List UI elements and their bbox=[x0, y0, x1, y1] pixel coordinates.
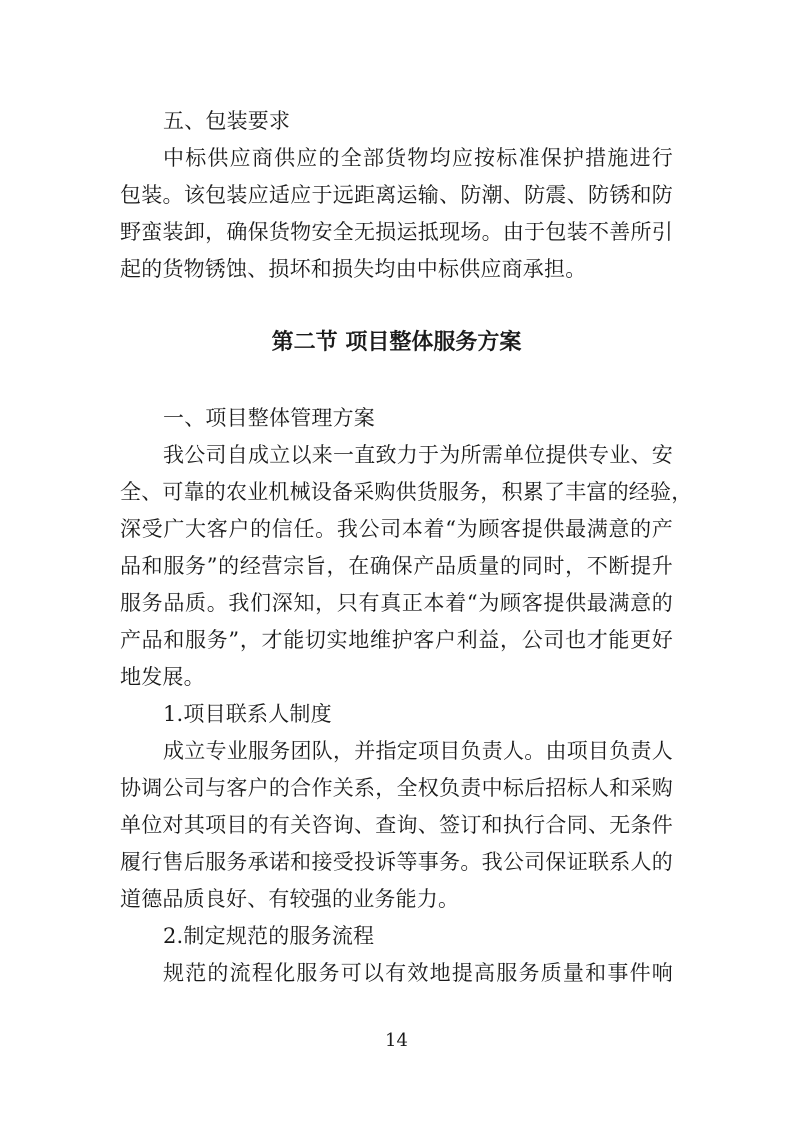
section-five-title: 五、包装要求 bbox=[163, 109, 291, 133]
paragraph-line: 规范的流程化服务可以有效地提高服务质量和事件响 bbox=[163, 961, 673, 985]
paragraph-line: 包装。该包装应适应于远距离运输、防潮、防震、防锈和防 bbox=[120, 183, 673, 207]
paragraph-line: 履行售后服务承诺和接受投诉等事务。我公司保证联系人的 bbox=[120, 850, 673, 874]
section-one-title: 一、项目整体管理方案 bbox=[163, 406, 375, 430]
paragraph-line: 道德品质良好、有较强的业务能力。 bbox=[120, 887, 460, 911]
paragraph-line: 产品和服务”，才能切实地维护客户利益，公司也才能更好 bbox=[120, 628, 673, 652]
paragraph-line: 起的货物锈蚀、损坏和损失均由中标供应商承担。 bbox=[120, 257, 587, 281]
paragraph-line: 协调公司与客户的合作关系，全权负责中标后招标人和采购 bbox=[120, 776, 673, 800]
page-number: 14 bbox=[385, 1030, 408, 1051]
paragraph-line: 单位对其项目的有关咨询、查询、签订和执行合同、无条件 bbox=[120, 813, 673, 837]
paragraph-line: 成立专业服务团队，并指定项目负责人。由项目负责人 bbox=[163, 739, 673, 763]
paragraph-line: 全、可靠的农业机械设备采购供货服务，积累了丰富的经验， bbox=[120, 480, 693, 504]
paragraph-line: 品和服务”的经营宗旨，在确保产品质量的同时，不断提升 bbox=[120, 554, 673, 578]
paragraph-line: 野蛮装卸，确保货物安全无损运抵现场。由于包装不善所引 bbox=[120, 220, 673, 244]
paragraph-line: 我公司自成立以来一直致力于为所需单位提供专业、安 bbox=[163, 443, 673, 467]
paragraph-line: 地发展。 bbox=[120, 665, 205, 689]
chapter-heading: 第二节 项目整体服务方案 bbox=[271, 330, 522, 355]
paragraph-line: 服务品质。我们深知，只有真正本着“为顾客提供最满意的 bbox=[120, 591, 673, 615]
item-one-title: 1.项目联系人制度 bbox=[163, 702, 332, 726]
item-two-title: 2.制定规范的服务流程 bbox=[163, 924, 375, 948]
paragraph-line: 深受广大客户的信任。我公司本着“为顾客提供最满意的产 bbox=[120, 517, 673, 541]
paragraph-line: 中标供应商供应的全部货物均应按标准保护措施进行 bbox=[163, 146, 673, 170]
